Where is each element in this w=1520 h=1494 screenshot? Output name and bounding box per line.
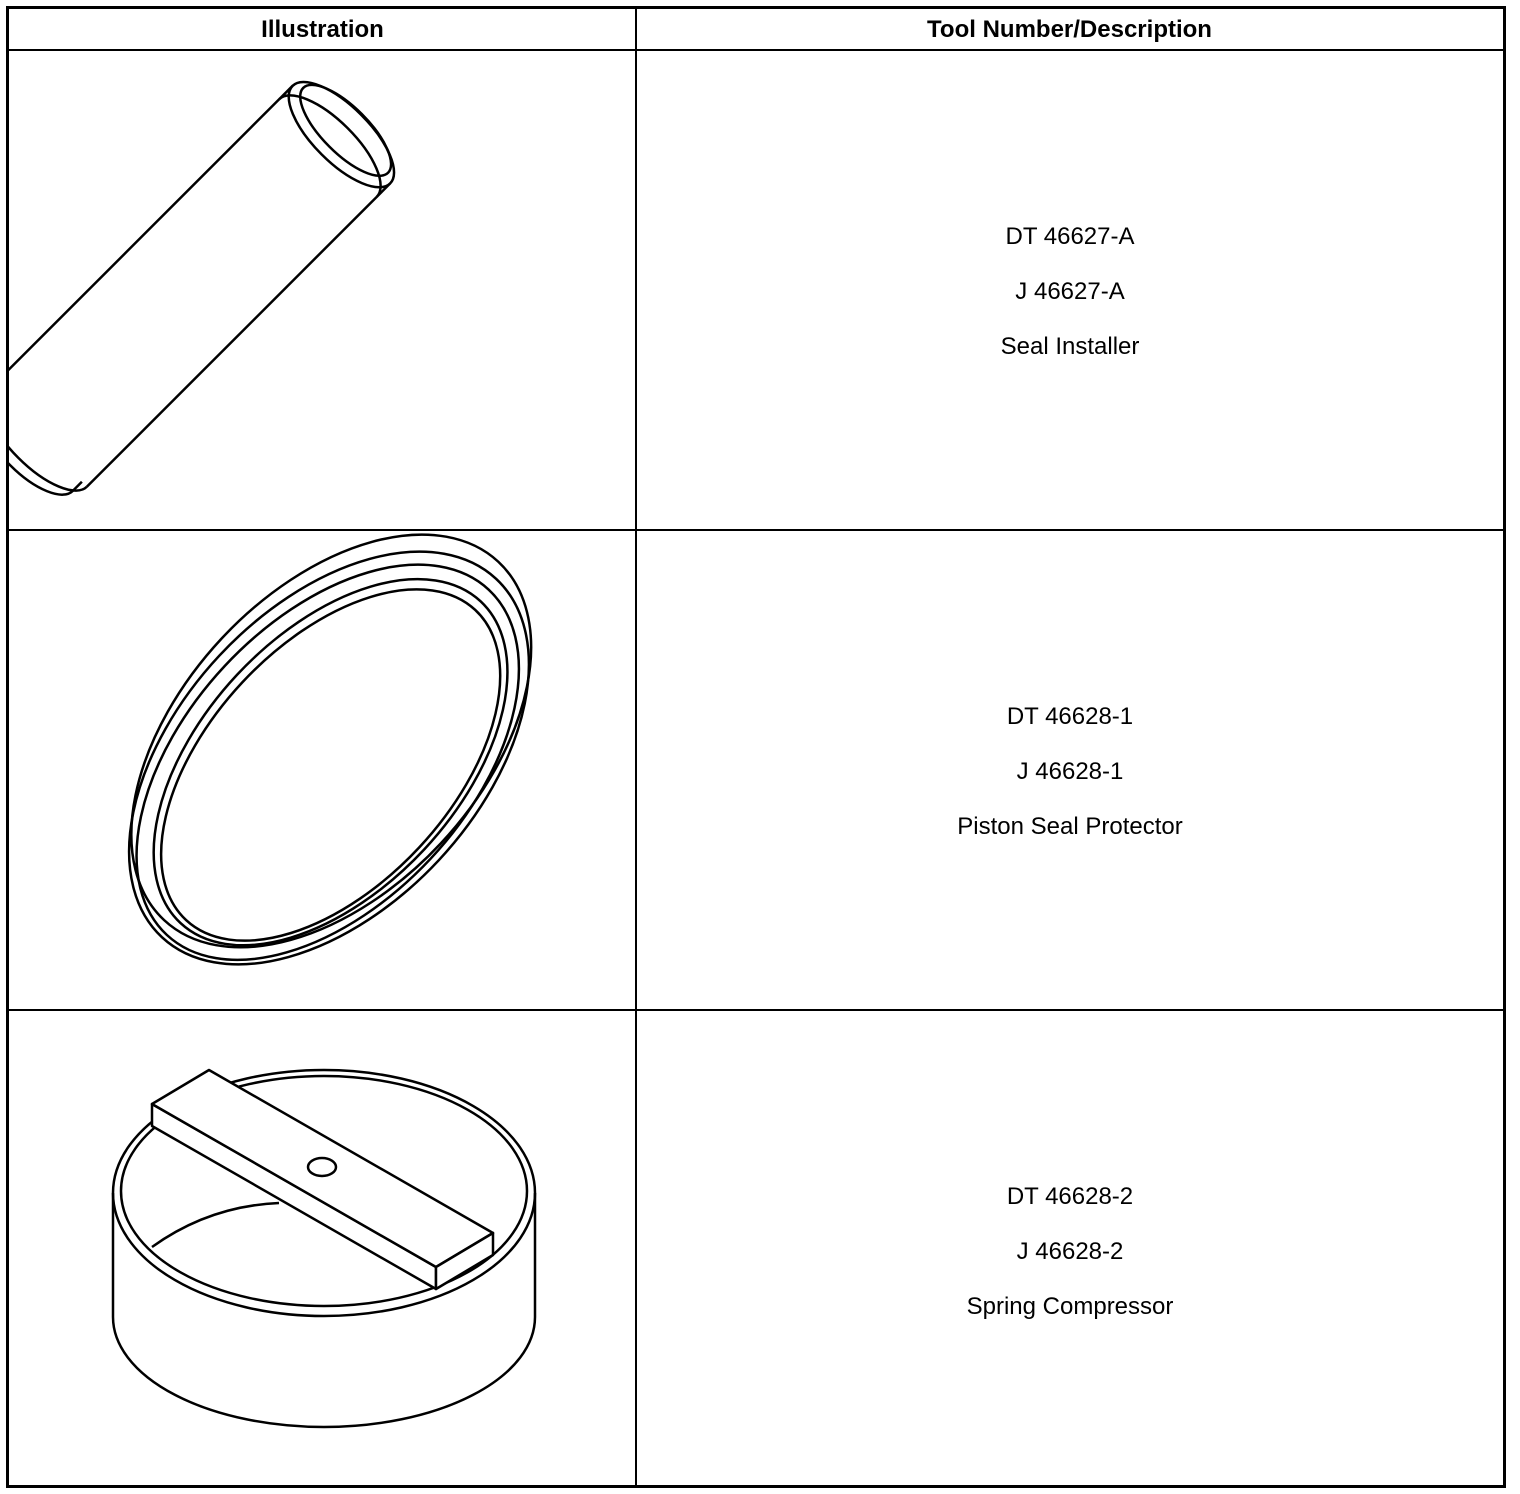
- piston-seal-protector-icon: [9, 531, 635, 1009]
- j-tool-number: J 46628-1: [1016, 758, 1124, 785]
- illustration-cell: [9, 1011, 635, 1488]
- tool-table: [6, 6, 1506, 1488]
- header-illustration: Illustration: [261, 16, 384, 43]
- dt-tool-number: DT 46627-A: [1005, 223, 1135, 250]
- illustration-cell: [9, 531, 635, 1009]
- dt-tool-number: DT 46628-1: [1006, 703, 1134, 730]
- description-cell: [637, 1011, 1503, 1488]
- j-tool-number: J 46628-2: [1016, 1238, 1124, 1265]
- seal-installer-icon: [9, 51, 635, 530]
- tool-description: Spring Compressor: [966, 1293, 1174, 1320]
- dt-tool-number: DT 46628-2: [1006, 1183, 1134, 1210]
- description-cell: [637, 51, 1503, 530]
- tool-description: Piston Seal Protector: [957, 813, 1183, 840]
- table-row: [9, 1011, 1503, 1488]
- table-row: [9, 51, 1503, 530]
- header-tool-description: Tool Number/Description: [927, 16, 1212, 43]
- illustration-cell: [9, 51, 635, 530]
- table-row: [9, 531, 1503, 1009]
- table-header-row: [9, 9, 1503, 51]
- j-tool-number: J 46627-A: [1015, 278, 1125, 305]
- tool-description: Seal Installer: [1000, 333, 1140, 360]
- spring-compressor-icon: [9, 1011, 635, 1488]
- description-cell: [637, 531, 1503, 1009]
